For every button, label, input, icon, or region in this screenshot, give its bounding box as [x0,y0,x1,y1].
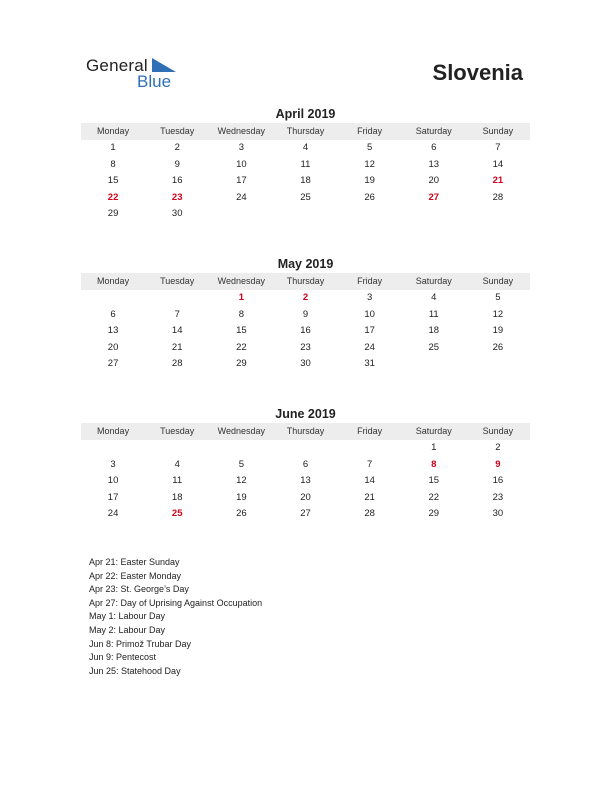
empty-day-cell [402,356,466,373]
day-cell: 11 [428,308,439,320]
empty-day-cell [273,206,337,223]
day-cell: 5 [495,292,501,303]
day-cell: 27 [107,358,119,369]
holiday-entry: Apr 23: St. George’s Day [89,584,189,595]
weekday-label: Sunday [482,126,514,136]
holiday-entry: Apr 27: Day of Uprising Against Occupation [89,597,263,608]
day-cell: 18 [300,175,311,186]
month-title: May 2019 [277,257,334,271]
day-cell: 29 [428,508,440,519]
weekday-label: Friday [357,126,383,136]
day-cell: 17 [236,175,247,186]
empty-day-cell [273,440,337,457]
day-cell: 6 [431,142,437,153]
weekday-label: Monday [97,426,130,436]
week-row [81,457,530,474]
day-cell: 7 [495,142,501,153]
weekday-header [81,423,530,440]
day-cell: 16 [492,475,504,486]
weekday-label: Saturday [415,126,452,136]
month-title: June 2019 [275,407,336,421]
day-cell: 27 [300,508,311,519]
weekday-label: Tuesday [160,276,195,286]
holiday-list [89,556,262,678]
holiday-date: 27 [428,191,440,203]
week-row [81,340,530,357]
weekday-label: Thursday [286,426,325,436]
day-cell: 10 [364,308,375,320]
day-cell: 4 [302,142,309,153]
holiday-date: 1 [238,292,244,303]
day-cell: 17 [107,491,119,503]
day-cell: 5 [238,458,244,470]
day-cell: 28 [171,358,183,369]
empty-day-cell [466,356,530,373]
day-cell: 19 [236,491,247,503]
holiday-entry: Jun 25: Statehood Day [89,665,181,676]
empty-day-cell [81,290,145,307]
holiday-date: 22 [107,191,119,203]
week-row [81,157,530,174]
country-title: Slovenia [432,60,523,85]
day-cell: 25 [428,341,440,353]
week-row [81,440,530,457]
weekday-label: Wednesday [217,126,266,136]
generalblue-logo [86,56,186,94]
day-cell: 13 [107,325,119,336]
day-cell: 28 [492,191,504,203]
weekday-label: Monday [97,126,130,136]
day-cell: 12 [364,158,375,170]
day-cell: 18 [171,491,183,503]
weekday-label: Tuesday [160,426,195,436]
weekday-label: Sunday [482,426,514,436]
day-cell: 6 [302,458,309,470]
day-cell: 31 [364,358,375,369]
week-row [81,290,530,307]
week-row [81,490,530,507]
day-cell: 24 [236,191,247,203]
day-cell: 21 [364,491,375,503]
week-row [81,506,530,523]
day-cell: 18 [428,325,440,336]
holiday-date: 2 [302,292,309,303]
day-cell: 28 [364,508,375,519]
day-cell: 1 [431,442,437,453]
day-cell: 5 [366,142,373,153]
day-cell: 3 [238,142,244,153]
day-cell: 29 [236,358,247,369]
day-cell: 12 [236,475,247,486]
day-cell: 3 [110,458,116,470]
day-cell: 13 [300,475,311,486]
day-cell: 20 [107,341,119,353]
logo-triangle-icon [152,58,176,72]
day-cell: 12 [492,308,504,320]
day-cell: 20 [300,491,311,503]
day-cell: 11 [300,158,311,170]
day-cell: 8 [110,158,116,170]
weekday-label: Thursday [286,126,325,136]
week-row [81,190,530,207]
weekday-label: Friday [357,426,383,436]
month-calendar [81,256,530,373]
day-cell: 3 [366,292,373,303]
weekday-label: Saturday [415,276,452,286]
day-cell: 7 [366,458,373,470]
week-row [81,323,530,340]
empty-day-cell [145,440,209,457]
day-cell: 14 [492,158,504,170]
week-row [81,140,530,157]
holiday-entry: May 2: Labour Day [89,624,166,635]
weekday-label: Wednesday [217,276,266,286]
weekday-label: Friday [357,276,383,286]
week-row [81,356,530,373]
week-row [81,473,530,490]
day-cell: 10 [236,158,247,170]
day-cell: 4 [174,458,180,470]
holiday-date: 8 [431,458,437,470]
day-cell: 30 [492,508,504,519]
weekday-label: Sunday [482,276,514,286]
holiday-entry: Jun 8: Primož Trubar Day [89,638,192,649]
day-cell: 23 [492,491,504,503]
day-cell: 1 [110,142,116,153]
day-cell: 4 [431,292,437,303]
holiday-entry: Apr 21: Easter Sunday [89,557,180,567]
month-title: April 2019 [275,107,336,121]
day-cell: 19 [492,325,504,336]
holiday-entry: May 1: Labour Day [89,611,166,622]
day-cell: 7 [174,308,180,320]
empty-day-cell [209,206,273,223]
empty-day-cell [338,206,402,223]
holiday-date: 25 [171,508,183,519]
month-calendar [81,406,530,523]
day-cell: 9 [302,308,309,320]
day-cell: 30 [300,358,311,369]
day-cell: 29 [107,208,119,219]
day-cell: 13 [428,158,440,170]
empty-day-cell [402,206,466,223]
weekday-label: Monday [97,276,130,286]
day-cell: 17 [364,325,375,336]
empty-day-cell [338,440,402,457]
day-cell: 21 [171,341,183,353]
day-cell: 2 [174,142,180,153]
week-row [81,173,530,190]
empty-day-cell [466,206,530,223]
holiday-date: 23 [171,191,183,203]
day-cell: 6 [110,308,116,320]
day-cell: 15 [236,325,247,336]
day-cell: 20 [428,175,440,186]
day-cell: 30 [171,208,183,219]
holiday-entry: Apr 22: Easter Monday [89,570,182,581]
day-cell: 11 [172,475,183,486]
day-cell: 2 [495,442,501,453]
month-calendar [81,106,530,223]
weekday-label: Wednesday [217,426,266,436]
day-cell: 26 [492,341,504,353]
empty-day-cell [81,440,145,457]
weekday-label: Tuesday [160,126,195,136]
holiday-entry: Jun 9: Pentecost [89,652,157,663]
day-cell: 9 [174,158,180,170]
day-cell: 10 [107,475,119,486]
day-cell: 8 [238,308,244,320]
day-cell: 14 [364,475,375,486]
weekday-label: Saturday [415,426,452,436]
weekday-header [81,123,530,140]
day-cell: 26 [236,508,247,519]
weekday-header [81,273,530,290]
logo-text-general: General [86,56,148,75]
day-cell: 14 [171,325,183,336]
week-row [81,307,530,324]
weekday-label: Thursday [286,276,325,286]
day-cell: 22 [236,341,247,353]
logo-text-blue: Blue [137,72,172,91]
day-cell: 19 [364,175,375,186]
day-cell: 22 [428,491,440,503]
day-cell: 26 [364,191,375,203]
week-row [81,206,530,223]
holiday-date: 9 [495,458,501,470]
empty-day-cell [145,290,209,307]
day-cell: 24 [107,508,119,519]
day-cell: 15 [428,475,440,486]
day-cell: 15 [107,175,119,186]
day-cell: 25 [300,191,311,203]
holiday-date: 21 [492,175,504,186]
day-cell: 16 [171,175,183,186]
day-cell: 24 [364,341,375,353]
empty-day-cell [209,440,273,457]
day-cell: 23 [300,341,311,353]
day-cell: 16 [300,325,311,336]
